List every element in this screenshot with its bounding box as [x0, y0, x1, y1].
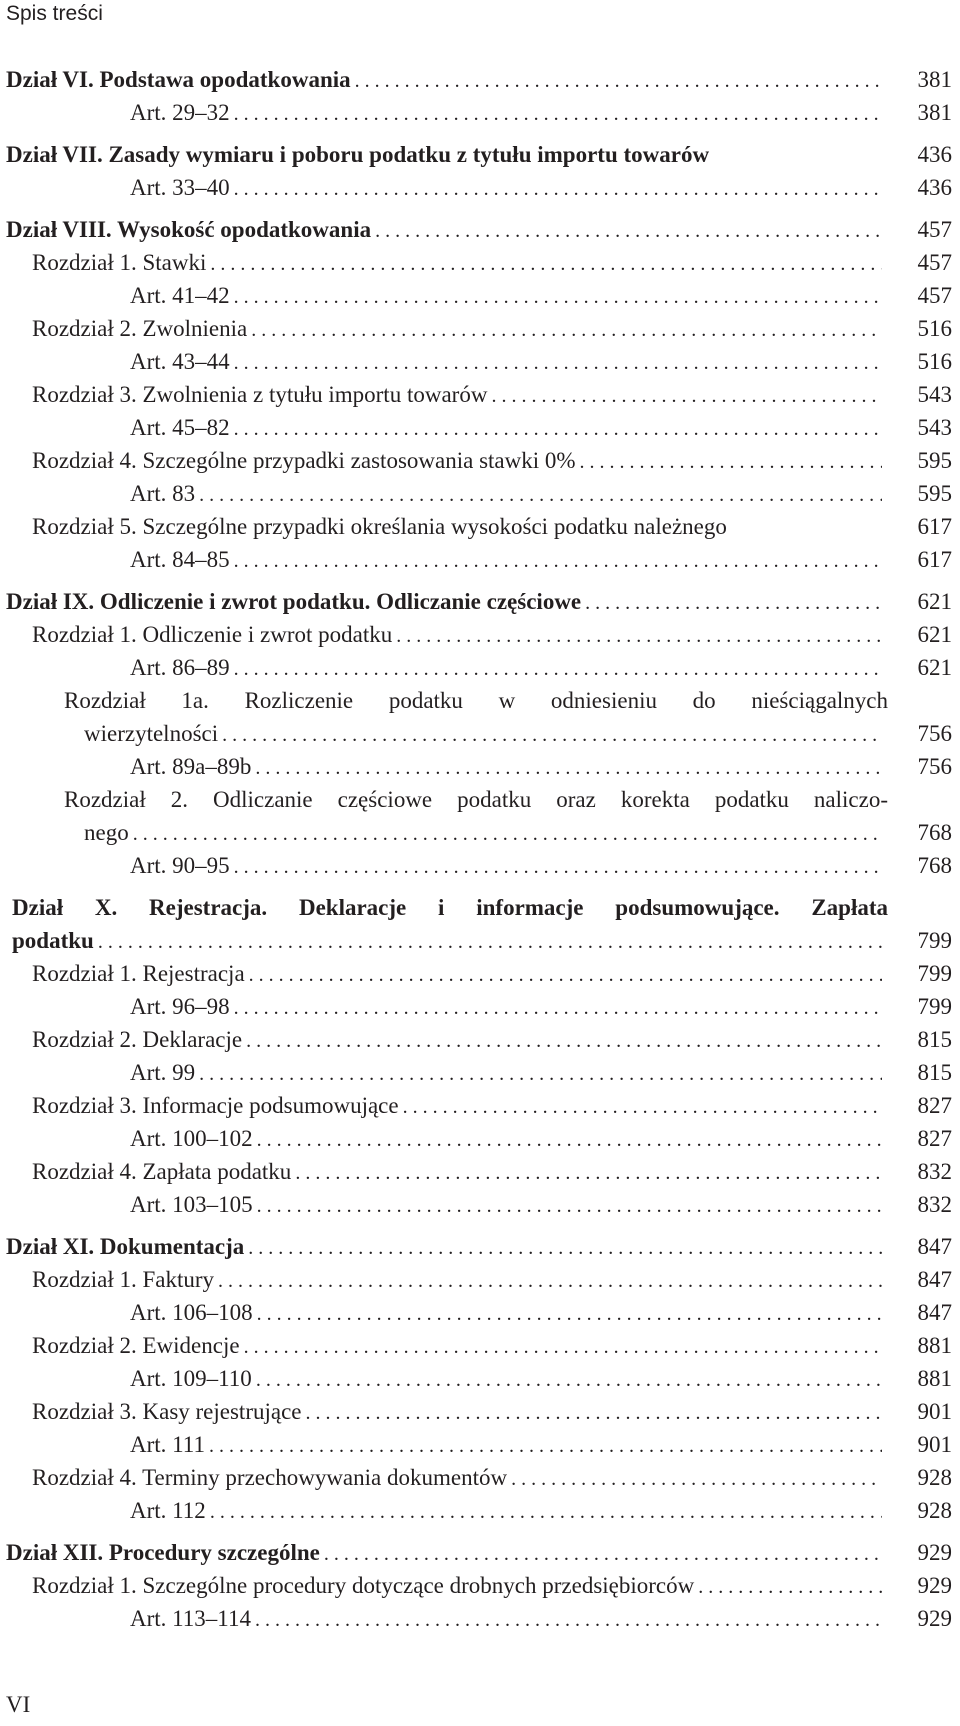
- dot-leader: [295, 1157, 882, 1190]
- toc-page-number: 381: [917, 67, 952, 92]
- dot-leader: [210, 248, 882, 281]
- dot-leader: [133, 818, 882, 851]
- toc-entry[interactable]: [0, 1296, 960, 1329]
- dot-leader: [255, 752, 882, 785]
- toc-page-number: 928: [917, 1465, 952, 1490]
- toc-entry[interactable]: [0, 1602, 960, 1635]
- toc-page-number: 815: [917, 1027, 952, 1052]
- toc-entry[interactable]: [0, 543, 960, 576]
- toc-entry-title: Rozdział 1. Rejestracja: [32, 961, 245, 986]
- dot-leader: [234, 413, 882, 446]
- dot-leader: [234, 173, 882, 206]
- toc-entry-title: Dział VII. Zasady wymiaru i poboru podatku z tytułu importu towarów: [6, 142, 710, 167]
- toc-entry[interactable]: [0, 585, 960, 618]
- toc-entry-title: Rozdział 1. Szczególne procedury dotyczące drobnych przedsiębiorców: [32, 1573, 695, 1598]
- dot-leader: [218, 1265, 882, 1298]
- dot-leader: [234, 281, 882, 314]
- toc-page-number: 832: [917, 1192, 952, 1217]
- toc-entry[interactable]: [0, 246, 960, 279]
- toc-entry-title: Art. 33–40: [130, 175, 230, 200]
- dot-leader: [234, 851, 882, 884]
- dot-leader: [251, 314, 882, 347]
- toc-page-number: 621: [917, 622, 952, 647]
- toc-entry[interactable]: [0, 750, 960, 783]
- toc-entry[interactable]: [0, 1362, 960, 1395]
- toc-entry[interactable]: [0, 783, 960, 849]
- dot-leader: [234, 545, 882, 578]
- toc-entry[interactable]: [0, 990, 960, 1023]
- toc-page-number: 901: [917, 1432, 952, 1457]
- toc-entry-title: Dział X. Rejestracja. Deklaracje i informacje podsumowujące. Zapłata: [12, 895, 888, 920]
- toc-entry-title: Art. 111: [130, 1432, 205, 1457]
- toc-entry[interactable]: [0, 444, 960, 477]
- toc-page-number: 799: [917, 928, 952, 953]
- toc-page-number: 799: [917, 961, 952, 986]
- toc-entry[interactable]: [0, 1494, 960, 1527]
- toc-page-number: 768: [917, 853, 952, 878]
- toc-entry-title: Rozdział 1a. Rozliczenie podatku w odniesieniu do nieściągalnych: [64, 688, 888, 713]
- toc-entry-title: Art. 106–108: [130, 1300, 253, 1325]
- toc-entry[interactable]: [0, 171, 960, 204]
- dot-leader: [210, 1496, 882, 1529]
- toc-page-number: 929: [917, 1606, 952, 1631]
- toc-page-number: 881: [917, 1333, 952, 1358]
- toc-entry[interactable]: [0, 1155, 960, 1188]
- toc-page-number: 381: [917, 100, 952, 125]
- toc-entry[interactable]: [0, 1263, 960, 1296]
- toc-page-number: 901: [917, 1399, 952, 1424]
- toc-entry[interactable]: [0, 1428, 960, 1461]
- toc-page-number: 929: [917, 1573, 952, 1598]
- dot-leader: [222, 719, 882, 752]
- toc-entry-title: Rozdział 5. Szczególne przypadki określania wysokości podatku należnego: [32, 514, 727, 539]
- dot-leader: [491, 380, 882, 413]
- toc-entry-title: Art. 41–42: [130, 283, 230, 308]
- toc-entry[interactable]: [0, 345, 960, 378]
- dot-leader: [511, 1463, 882, 1496]
- toc-entry[interactable]: [0, 891, 960, 957]
- dot-leader: [257, 1124, 882, 1157]
- toc-page-number: 847: [917, 1300, 952, 1325]
- dot-leader: [580, 446, 882, 479]
- toc-entry[interactable]: [0, 1122, 960, 1155]
- toc-page-number: 516: [917, 349, 952, 374]
- toc-entry-title: Rozdział 2. Ewidencje: [32, 1333, 240, 1358]
- toc-entry[interactable]: [0, 1395, 960, 1428]
- toc-entry[interactable]: [0, 684, 960, 750]
- toc-entry-title: Rozdział 1. Faktury: [32, 1267, 215, 1292]
- toc-entry-title: Dział XII. Procedury szczególne: [6, 1540, 320, 1565]
- toc-entry-title: Art. 29–32: [130, 100, 230, 125]
- toc-entry-title: Art. 96–98: [130, 994, 230, 1019]
- toc-entry[interactable]: [0, 1056, 960, 1089]
- toc-page-number: 595: [917, 448, 952, 473]
- toc-entry-title: Rozdział 4. Terminy przechowywania dokumentów: [32, 1465, 508, 1490]
- toc-entry[interactable]: [0, 477, 960, 510]
- toc-entry[interactable]: [0, 510, 960, 543]
- dot-leader: [306, 1397, 883, 1430]
- toc-page-number: 832: [917, 1159, 952, 1184]
- toc-page-number: 847: [917, 1267, 952, 1292]
- toc-entry-title: Rozdział 4. Szczególne przypadki zastosowania stawki 0%: [32, 448, 576, 473]
- toc-entry[interactable]: [0, 138, 960, 171]
- toc-page-number: 827: [917, 1093, 952, 1118]
- toc-entry-title: Art. 84–85: [130, 547, 230, 572]
- dot-leader: [396, 620, 882, 653]
- toc-entry[interactable]: [0, 1569, 960, 1602]
- toc-entry-title: Dział VI. Podstawa opodatkowania: [6, 67, 351, 92]
- toc-page-number: 595: [917, 481, 952, 506]
- toc-page-number: 847: [917, 1234, 952, 1259]
- toc-entry[interactable]: [0, 213, 960, 246]
- toc-page-number: 815: [917, 1060, 952, 1085]
- toc-entry-title: Art. 43–44: [130, 349, 230, 374]
- toc-page-number: 799: [917, 994, 952, 1019]
- toc-entry-title: Rozdział 3. Zwolnienia z tytułu importu towarów: [32, 382, 488, 407]
- toc-page-number: 457: [917, 217, 952, 242]
- toc-entry-title: Art. 112: [130, 1498, 206, 1523]
- toc-page-number: 436: [917, 142, 952, 167]
- toc-entry[interactable]: [0, 411, 960, 444]
- toc-entry-title: Art. 86–89: [130, 655, 230, 680]
- dot-leader: [199, 479, 882, 512]
- dot-leader: [234, 653, 882, 686]
- toc-entry-title: Art. 113–114: [130, 1606, 251, 1631]
- dot-leader: [249, 959, 882, 992]
- toc-page-number: 457: [917, 283, 952, 308]
- toc-entry-title: Rozdział 2. Odliczanie częściowe podatku oraz korekta podatku naliczo-: [64, 787, 888, 812]
- dot-leader: [403, 1091, 882, 1124]
- toc-page-number: 617: [917, 547, 952, 572]
- toc-entry-title: Rozdział 3. Informacje podsumowujące: [32, 1093, 399, 1118]
- toc-entry-title: Art. 83: [130, 481, 196, 506]
- toc-entry-title: Dział VIII. Wysokość opodatkowania: [6, 217, 372, 242]
- toc-page-number: 929: [917, 1540, 952, 1565]
- dot-leader: [324, 1538, 882, 1571]
- toc-entry-title: Rozdział 1. Stawki: [32, 250, 207, 275]
- toc-page-number: 756: [917, 754, 952, 779]
- page-header-title: Spis treści: [6, 2, 103, 25]
- toc-entry[interactable]: [0, 63, 960, 96]
- dot-leader: [256, 1364, 882, 1397]
- toc-entry-title: Rozdział 2. Zwolnienia: [32, 316, 248, 341]
- toc-page-number: 457: [917, 250, 952, 275]
- dot-leader: [355, 65, 882, 98]
- toc-entry[interactable]: [0, 1188, 960, 1221]
- page-number-roman: VI: [6, 1692, 31, 1717]
- dot-leader: [257, 1298, 882, 1331]
- toc-page-number: 617: [917, 514, 952, 539]
- toc-entry-title: Art. 99: [130, 1060, 196, 1085]
- toc-entry[interactable]: [0, 1230, 960, 1263]
- toc-entry-title: Dział XI. Dokumentacja: [6, 1234, 245, 1259]
- toc-entry[interactable]: [0, 849, 960, 882]
- toc-entry-title: Art. 103–105: [130, 1192, 253, 1217]
- toc-page-number: 516: [917, 316, 952, 341]
- toc-entry[interactable]: [0, 1329, 960, 1362]
- toc-entry[interactable]: [0, 96, 960, 129]
- dot-leader: [246, 1025, 882, 1058]
- toc-entry[interactable]: [0, 618, 960, 651]
- toc-entry[interactable]: [0, 1461, 960, 1494]
- dot-leader: [255, 1604, 882, 1637]
- toc-entry[interactable]: [0, 1089, 960, 1122]
- toc-page-number: 621: [917, 589, 952, 614]
- toc-entry-title: Rozdział 3. Kasy rejestrujące: [32, 1399, 302, 1424]
- toc-entry-title: Rozdział 2. Deklaracje: [32, 1027, 243, 1052]
- toc-entry-title: Rozdział 4. Zapłata podatku: [32, 1159, 292, 1184]
- dot-leader: [375, 215, 882, 248]
- toc-entry-title-continued: wierzytelności: [84, 721, 219, 746]
- dot-leader: [199, 1058, 882, 1091]
- toc-page-number: 543: [917, 382, 952, 407]
- dot-leader: [585, 587, 882, 620]
- toc-entry-title: Rozdział 1. Odliczenie i zwrot podatku: [32, 622, 393, 647]
- toc-entry[interactable]: [0, 651, 960, 684]
- toc-entry-title: Art. 109–110: [130, 1366, 252, 1391]
- dot-leader: [98, 926, 882, 959]
- toc-entry-title: Art. 45–82: [130, 415, 230, 440]
- toc-page-number: 621: [917, 655, 952, 680]
- toc-page-number: 436: [917, 175, 952, 200]
- toc-entry-title: Dział IX. Odliczenie i zwrot podatku. Odliczanie częściowe: [6, 589, 582, 614]
- toc-entry-title-continued: nego: [84, 820, 129, 845]
- toc-page-number: 881: [917, 1366, 952, 1391]
- toc-entry-title-continued: podatku: [12, 928, 94, 953]
- toc-entry-title: Art. 89a–89b: [130, 754, 252, 779]
- toc-page-number: 768: [917, 820, 952, 845]
- toc-entry[interactable]: [0, 279, 960, 312]
- toc-entry[interactable]: [0, 957, 960, 990]
- dot-leader: [234, 347, 882, 380]
- dot-leader: [244, 1331, 882, 1364]
- toc-entry[interactable]: [0, 378, 960, 411]
- toc-entry[interactable]: [0, 312, 960, 345]
- toc-page-number: 928: [917, 1498, 952, 1523]
- dot-leader: [248, 1232, 882, 1265]
- toc-page-number: 543: [917, 415, 952, 440]
- toc-entry-title: Art. 100–102: [130, 1126, 253, 1151]
- toc-page-number: 756: [917, 721, 952, 746]
- toc-entry[interactable]: [0, 1536, 960, 1569]
- toc-entry-title: Art. 90–95: [130, 853, 230, 878]
- toc-page-number: 827: [917, 1126, 952, 1151]
- dot-leader: [209, 1430, 882, 1463]
- dot-leader: [234, 992, 882, 1025]
- dot-leader: [698, 1571, 882, 1604]
- table-of-contents: [0, 63, 960, 1635]
- toc-entry[interactable]: [0, 1023, 960, 1056]
- dot-leader: [234, 98, 882, 131]
- dot-leader: [257, 1190, 882, 1223]
